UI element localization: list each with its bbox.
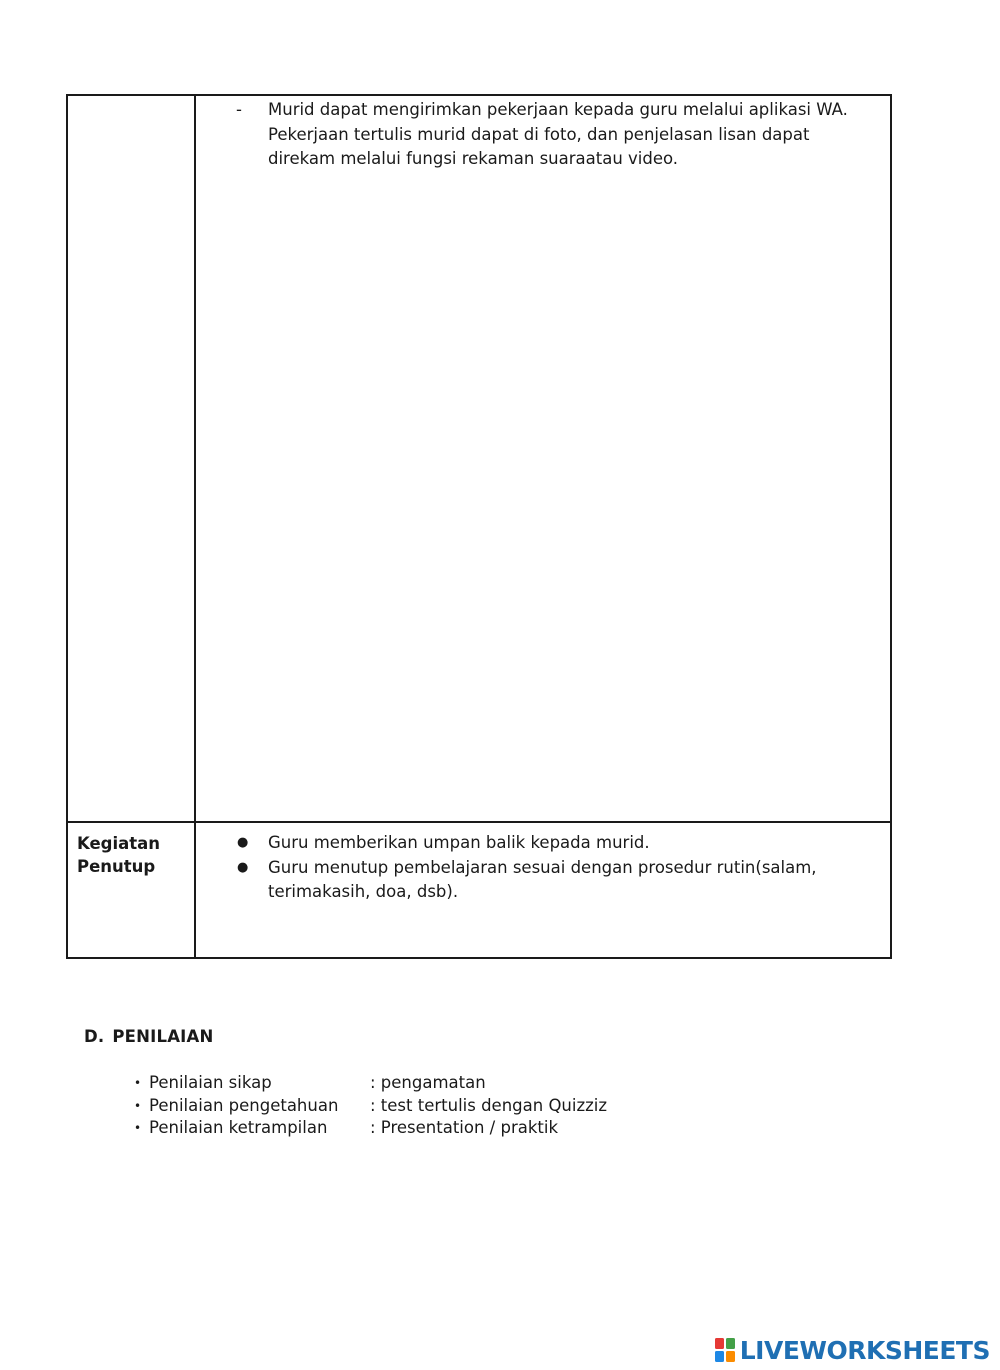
table-row (67, 822, 891, 958)
list-item (196, 831, 870, 856)
dash-marker: - (236, 100, 242, 119)
assessment-value: : test tertulis dengan Quizziz (370, 1095, 608, 1115)
lesson-activity-table (66, 94, 892, 959)
assessment-name: Penilaian sikap (149, 1073, 272, 1092)
row1-label-cell (67, 95, 195, 822)
list-item (134, 1095, 734, 1118)
section-title: PENILAIAN (112, 1027, 214, 1046)
list-item (196, 98, 870, 172)
bullet-icon: • (134, 1076, 142, 1090)
assessment-name: Penilaian ketrampilan (149, 1118, 328, 1137)
section-number: D. (84, 1027, 105, 1046)
row1-content-cell (195, 95, 891, 822)
assessment-value: : Presentation / praktik (370, 1118, 559, 1137)
item-line: terimakasih, doa, dsb). (268, 882, 459, 901)
list-item (134, 1117, 734, 1140)
bullet-icon: • (134, 1121, 142, 1135)
row2-label-cell (67, 822, 195, 958)
section-heading (84, 1027, 214, 1046)
item-line: direkam melalui fungsi rekaman suaraatau video. (268, 149, 679, 168)
row-label-line: Kegiatan (77, 834, 161, 853)
bullet-icon: ● (237, 835, 249, 850)
item-line: Guru memberikan umpan balik kepada murid. (268, 833, 650, 852)
item-line: Guru menutup pembelajaran sesuai dengan prosedur rutin(salam, (268, 857, 817, 877)
row-label-line: Penutup (77, 857, 156, 876)
assessment-value: : pengamatan (370, 1073, 486, 1092)
liveworksheets-logo-icon (714, 1337, 736, 1363)
bullet-icon: ● (237, 859, 249, 875)
assessment-list (134, 1072, 734, 1140)
table-row (67, 95, 891, 822)
item-line: Murid dapat mengirimkan pekerjaan kepada guru melalui aplikasi WA. (268, 100, 848, 119)
bullet-icon: • (134, 1098, 142, 1113)
list-item (134, 1072, 734, 1095)
assessment-name: Penilaian pengetahuan (149, 1095, 339, 1115)
liveworksheets-brand[interactable] (714, 1335, 990, 1365)
brand-text: LIVEWORKSHEETS (739, 1335, 990, 1365)
row2-content-cell (195, 822, 891, 958)
item-line: Pekerjaan tertulis murid dapat di foto, dan penjelasan lisan dapat (268, 124, 810, 144)
list-item (196, 856, 870, 905)
